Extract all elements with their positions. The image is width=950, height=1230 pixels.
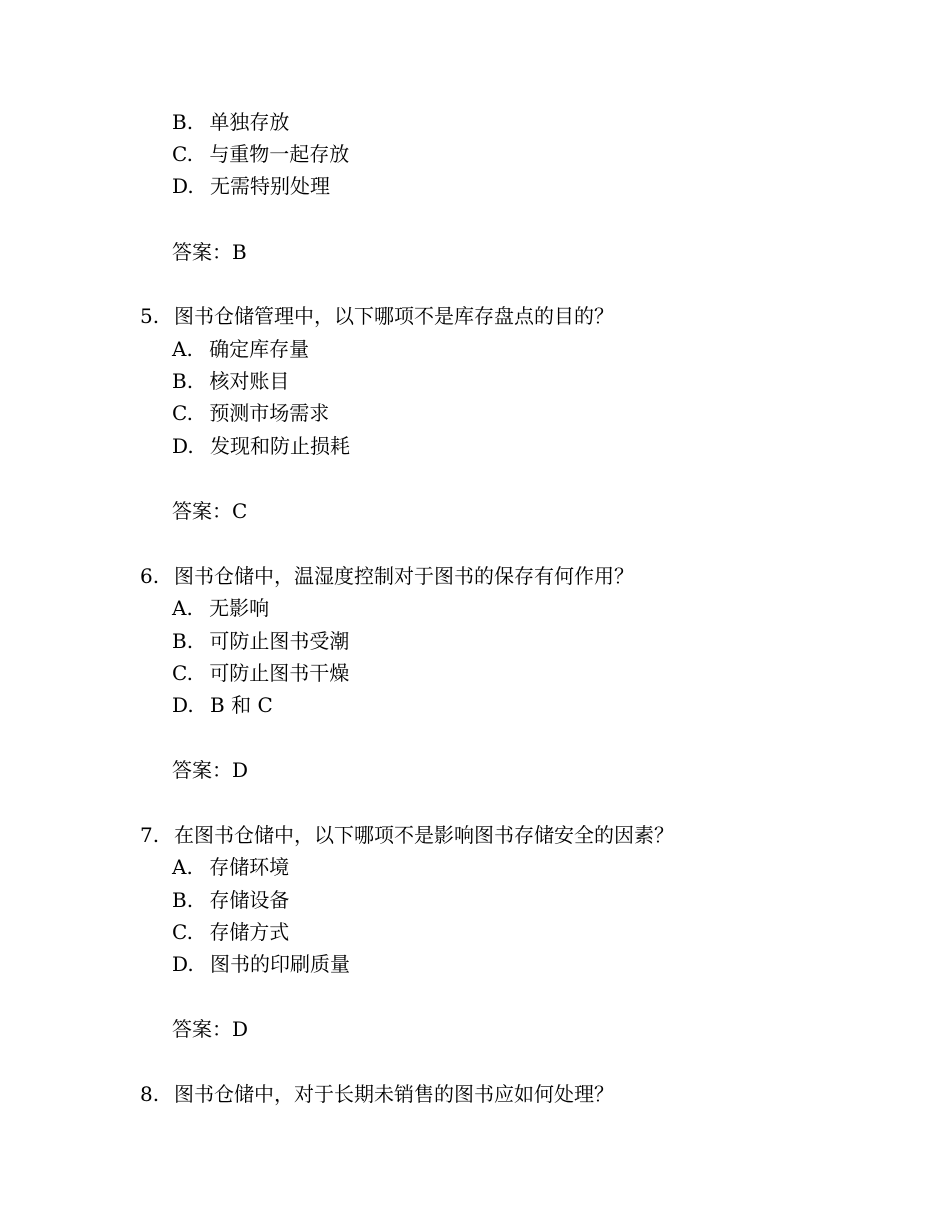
option-letter: C.: [172, 401, 193, 425]
option-letter: B.: [172, 369, 194, 393]
option-6-c: [172, 658, 349, 688]
option-letter: B.: [172, 888, 194, 912]
option-text: 发现和防止损耗: [210, 434, 351, 458]
question-text-8: 图书仓储中，对于长期未销售的图书应如何处理？: [174, 1082, 614, 1106]
option-text: 存储设备: [209, 888, 290, 912]
option-5-b: [172, 366, 289, 396]
option-7-a: [172, 852, 289, 882]
option-4-b: [172, 107, 289, 137]
answer-6: 答案：D: [172, 758, 249, 782]
option-text: 核对账目: [209, 369, 290, 393]
option-7-b: [172, 885, 289, 915]
option-letter: D.: [172, 952, 194, 976]
option-text: 与重物一起存放: [209, 142, 350, 166]
question-text-6: 图书仓储中，温湿度控制对于图书的保存有何作用？: [174, 564, 634, 588]
option-letter: C.: [172, 142, 193, 166]
option-text: 存储环境: [209, 855, 290, 879]
option-text: 单独存放: [209, 110, 290, 134]
option-letter: A.: [172, 855, 193, 879]
option-5-c: [172, 398, 329, 428]
option-text: 无影响: [209, 596, 270, 620]
option-text: 无需特别处理: [210, 174, 331, 198]
question-number-6: 6.: [140, 564, 160, 588]
option-text: B 和 C: [210, 693, 273, 717]
option-letter: B.: [172, 629, 194, 653]
option-letter: D.: [172, 174, 194, 198]
answer-5: 答案：C: [172, 499, 248, 523]
option-letter: D.: [172, 693, 194, 717]
answer-7: 答案：D: [172, 1017, 249, 1041]
option-5-a: [172, 334, 309, 364]
option-7-d: [172, 949, 350, 979]
option-6-b: [172, 626, 349, 656]
option-4-c: [172, 139, 349, 169]
option-6-d: [172, 690, 273, 720]
option-letter: A.: [172, 596, 193, 620]
option-letter: C.: [172, 661, 193, 685]
option-letter: D.: [172, 434, 194, 458]
question-number-7: 7.: [140, 823, 160, 847]
answer-4: 答案：B: [172, 240, 247, 264]
option-text: 图书的印刷质量: [210, 952, 351, 976]
option-letter: A.: [172, 337, 193, 361]
option-6-a: [172, 593, 269, 623]
option-7-c: [172, 917, 289, 947]
option-text: 存储方式: [209, 920, 290, 944]
question-number-8: 8.: [140, 1082, 160, 1106]
option-letter: C.: [172, 920, 193, 944]
question-text-5: 图书仓储管理中，以下哪项不是库存盘点的目的？: [174, 304, 614, 328]
option-text: 确定库存量: [209, 337, 310, 361]
option-letter: B.: [172, 110, 194, 134]
option-text: 可防止图书受潮: [209, 629, 350, 653]
option-text: 可防止图书干燥: [209, 661, 350, 685]
option-5-d: [172, 431, 350, 461]
option-4-d: [172, 171, 330, 201]
option-text: 预测市场需求: [209, 401, 330, 425]
question-number-5: 5.: [140, 304, 160, 328]
question-text-7: 在图书仓储中，以下哪项不是影响图书存储安全的因素？: [174, 823, 674, 847]
